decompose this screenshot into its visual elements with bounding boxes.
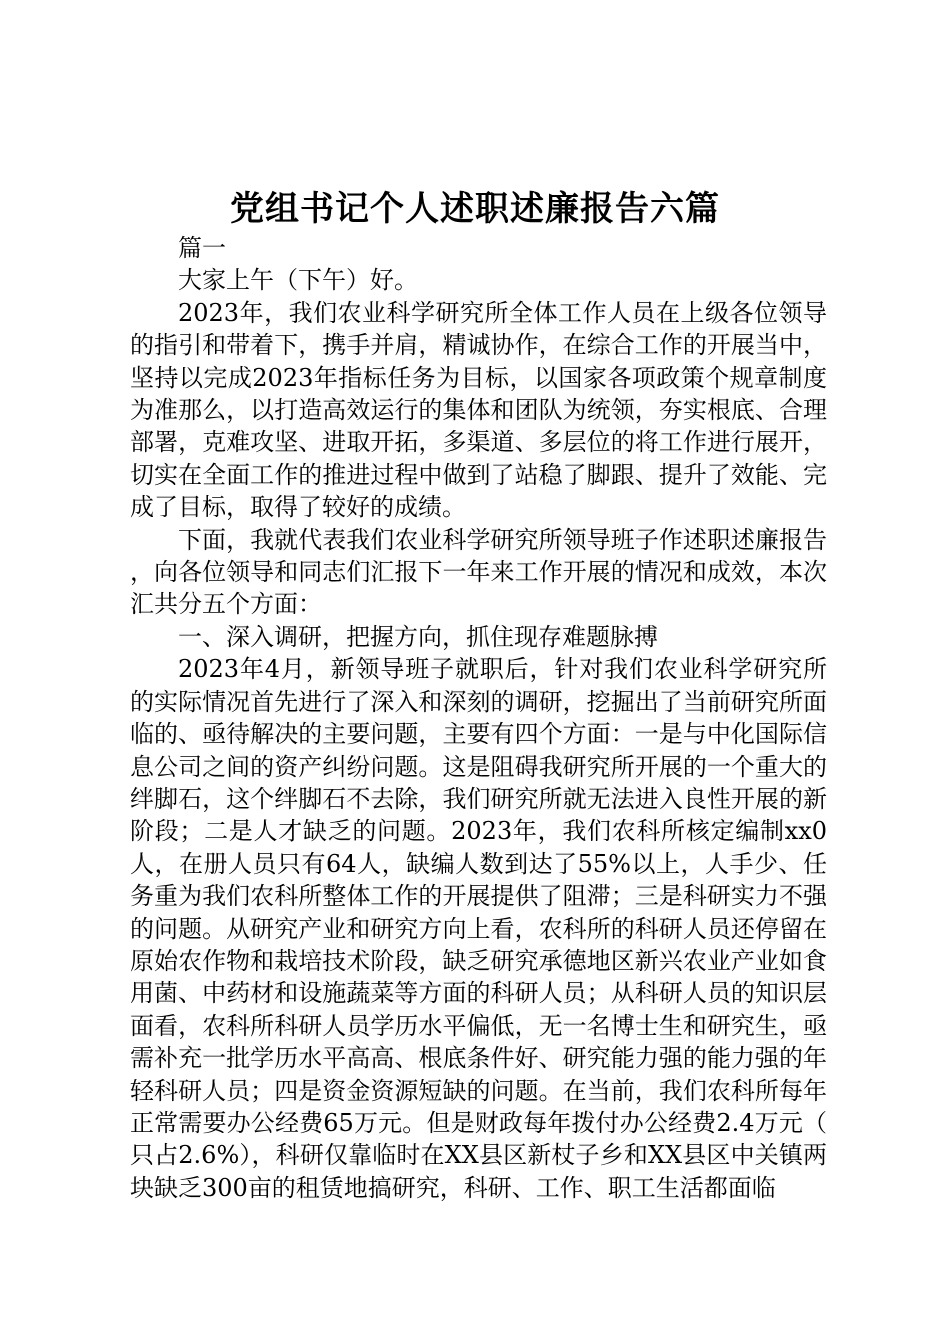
body-paragraph: 下面，我就代表我们农业科学研究所领导班子作述职述廉报告，向各位领导和同志们汇报下一年来工作开展的情况和成效，本次汇共分五个方面：: [130, 525, 827, 619]
subsection-heading: 一、深入调研，把握方向，抓住现存难题脉搏: [178, 622, 658, 651]
section-heading: 篇一: [178, 234, 226, 262]
body-paragraph: 2023年4月，新领导班子就职后，针对我们农业科学研究所的实际情况首先进行了深入和深刻的调研，挖掘出了当前研究所面临的、亟待解决的主要问题，主要有四个方面：一是与中化国际信息公司之间的资产纠纷问题。这是阻碍我研究所开展的一个重大的绊脚石，这个绊脚石不去除，我们研究所就无法进入良性开展的新阶段；二是人才缺乏的问题。2023年，我们农科所核定编制xx0人，在册人员只有64人，缺编人数到达了55%以上，人手少、任务重为我们农科所整体工作的开展提供了阻滞；三是科研实力不强的问题。从研究产业和研究方向上看，农科所的科研人员还停留在原始农作物和栽培技术阶段，缺乏研究承德地区新兴农业产业如食用菌、中药材和设施蔬菜等方面的科研人员；从科研人员的知识层面看，农科所科研人员学历水平偏低，无一名博士生和研究生，亟需补充一批学历水平高高、根底条件好、研究能力强的能力强的年轻科研人员；四是资金资源短缺的问题。在当前，我们农科所每年正常需要办公经费65万元。但是财政每年拨付办公经费2.4万元（只占2.6%），科研仅靠临时在XX县区新杖子乡和XX县区中关镇两块缺乏300亩的租赁地搞研究，科研、工作、职工生活都面临: [130, 655, 827, 1202]
document-body: [130, 232, 827, 1204]
greeting-paragraph: 大家上午（下午）好。: [178, 266, 418, 295]
body-paragraph: 2023年，我们农业科学研究所全体工作人员在上级各位领导的指引和带着下，携手并肩，精诚协作，在综合工作的开展当中，坚持以完成2023年指标任务为目标，以国家各项政策个规章制度为准那么，以打造高效运行的集体和团队为统领，夯实根底、合理部署，克难攻坚、进取开拓，多渠道、多层位的将工作进行展开，切实在全面工作的推进过程中做到了站稳了脚跟、提升了效能、完成了目标，取得了较好的成绩。: [130, 298, 827, 522]
document-title: 党组书记个人述职述廉报告六篇: [230, 189, 720, 229]
